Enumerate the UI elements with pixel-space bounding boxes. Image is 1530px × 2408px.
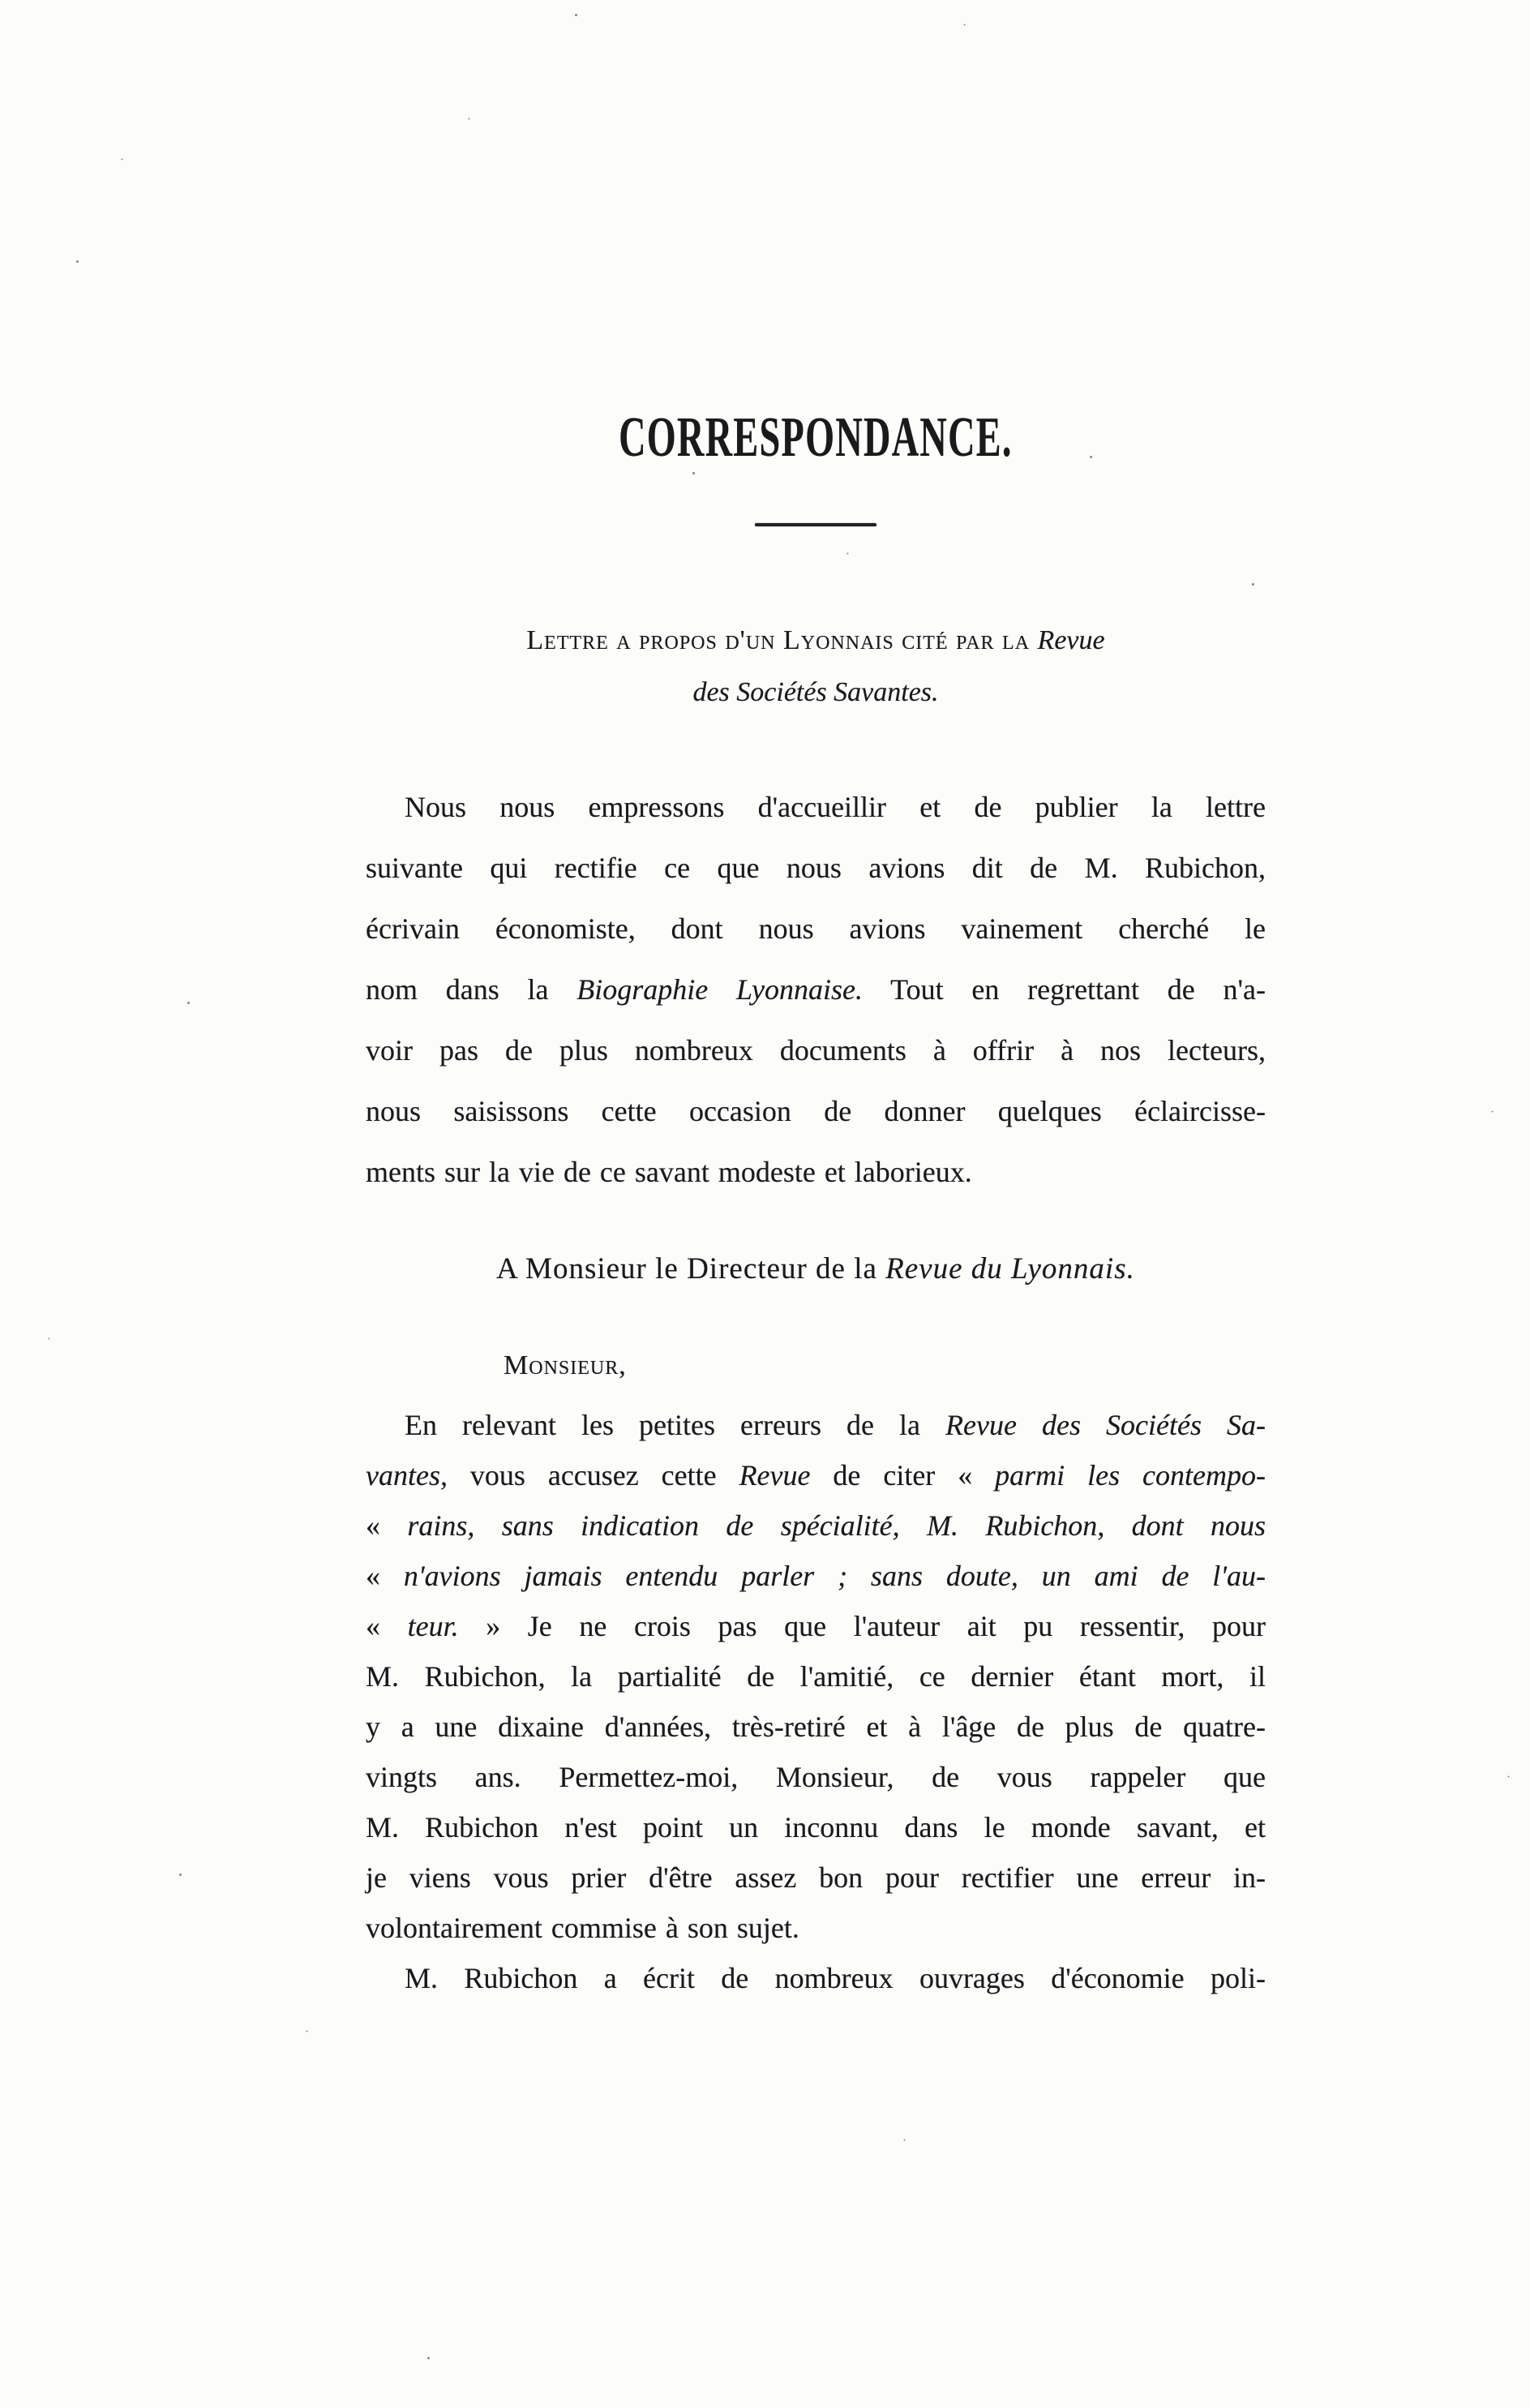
smallcaps-run: Lettre a propos d'un Lyonnais cité par la — [526, 625, 1038, 655]
text-run: « — [366, 1560, 404, 1592]
italic-run: des Sociétés Savantes. — [692, 677, 939, 707]
letter-salutation: Monsieur, — [504, 1350, 627, 1380]
text-line — [366, 1400, 1266, 1450]
text-run: vous accusez cette — [447, 1459, 739, 1492]
italic-run: parmi les contempo- — [995, 1459, 1266, 1492]
italic-run: Revue — [1037, 625, 1105, 655]
text-run: « — [366, 1509, 408, 1542]
text-run: En relevant les petites erreurs de la — [405, 1409, 946, 1441]
text-line — [366, 1249, 1266, 1290]
italic-run: dont nous — [1131, 1509, 1266, 1542]
text-line — [366, 1903, 1266, 1953]
text-line — [366, 777, 1266, 838]
text-line — [366, 1142, 1266, 1203]
italic-run: Revue — [739, 1459, 811, 1492]
text-run: y a une dixaine d'années, très-retiré et à l'âge de plus de quatre- — [366, 1710, 1266, 1743]
text-line — [366, 1802, 1266, 1852]
letter-continuation-paragraph — [366, 1953, 1266, 2003]
text-run: nous saisissons cette occasion de donner quelques éclaircisse- — [366, 1095, 1266, 1127]
italic-run: vantes, — [366, 1459, 448, 1492]
text-line — [366, 1020, 1266, 1081]
text-run: écrivain économiste, dont nous avions vainement cherché le — [366, 912, 1266, 945]
text-line — [366, 1500, 1266, 1551]
text-run: Nous nous empressons d'accueillir et de publier la lettre — [405, 791, 1266, 823]
italic-run: Revue des Sociétés Sa- — [945, 1409, 1266, 1441]
text-run: suivante qui rectifie ce que nous avions dit de M. Rubichon, — [366, 852, 1266, 884]
italic-run: Biographie Lyonnaise. — [576, 973, 863, 1006]
text-line — [366, 1953, 1266, 2003]
text-line — [366, 1752, 1266, 1802]
text-line — [366, 1551, 1266, 1601]
text-run: M. Rubichon, la partialité de l'amitié, ce dernier étant mort, il — [366, 1660, 1266, 1693]
section-heading — [366, 615, 1266, 719]
page-title — [366, 406, 1266, 469]
page-title-text: CORRESPONDANCE. — [619, 406, 1013, 469]
text-run: nom dans la — [366, 973, 577, 1006]
text-run: voir pas de plus nombreux documents à offrir à nos lecteurs, — [366, 1034, 1266, 1067]
text-run: de citer « — [810, 1459, 996, 1492]
italic-run: Revue du Lyonnais. — [885, 1252, 1135, 1286]
italic-run: teur. — [407, 1610, 459, 1642]
letter-address-line — [366, 1249, 1266, 1290]
text-line — [366, 838, 1266, 899]
editorial-intro-paragraph — [366, 777, 1266, 1203]
title-divider-rule — [755, 523, 876, 526]
text-column — [366, 0, 1266, 2408]
text-run: vingts ans. Permettez-moi, Monsieur, de vous rappeler que — [366, 1761, 1266, 1793]
text-run: A Monsieur le Directeur de la — [496, 1252, 886, 1286]
text-run: « — [366, 1610, 408, 1642]
text-line — [366, 1450, 1266, 1500]
text-line — [366, 959, 1266, 1020]
text-run: , — [1097, 1509, 1132, 1542]
text-line — [366, 1081, 1266, 1142]
text-line — [366, 1852, 1266, 1903]
text-run: ments sur la vie de ce savant modeste et laborieux. — [366, 1156, 972, 1188]
text-run: volontairement commise à son sujet. — [366, 1912, 799, 1944]
text-run: M. Rubichon a écrit de nombreux ouvrages d'économie poli- — [405, 1962, 1266, 1994]
italic-run: rains, sans indication de spécialité, M. Rubichon — [407, 1509, 1098, 1542]
text-line — [366, 1702, 1266, 1752]
text-line — [366, 1601, 1266, 1651]
letter-body-paragraph — [366, 1400, 1266, 1953]
text-line — [366, 667, 1266, 719]
italic-run: n'avions jamais entendu parler ; sans doute, un ami de l'au- — [403, 1560, 1266, 1592]
text-line — [366, 615, 1266, 667]
text-run: » Je ne crois pas que l'auteur ait pu ressentir, pour — [458, 1610, 1266, 1642]
text-line — [366, 899, 1266, 959]
text-line — [366, 1651, 1266, 1702]
text-run: Tout en regrettant de n'a- — [862, 973, 1266, 1006]
scan-noise-specks — [0, 0, 1, 1]
text-run: je viens vous prier d'être assez bon pour rectifier une erreur in- — [366, 1861, 1266, 1894]
text-run: M. Rubichon n'est point un inconnu dans le monde savant, et — [366, 1811, 1266, 1844]
